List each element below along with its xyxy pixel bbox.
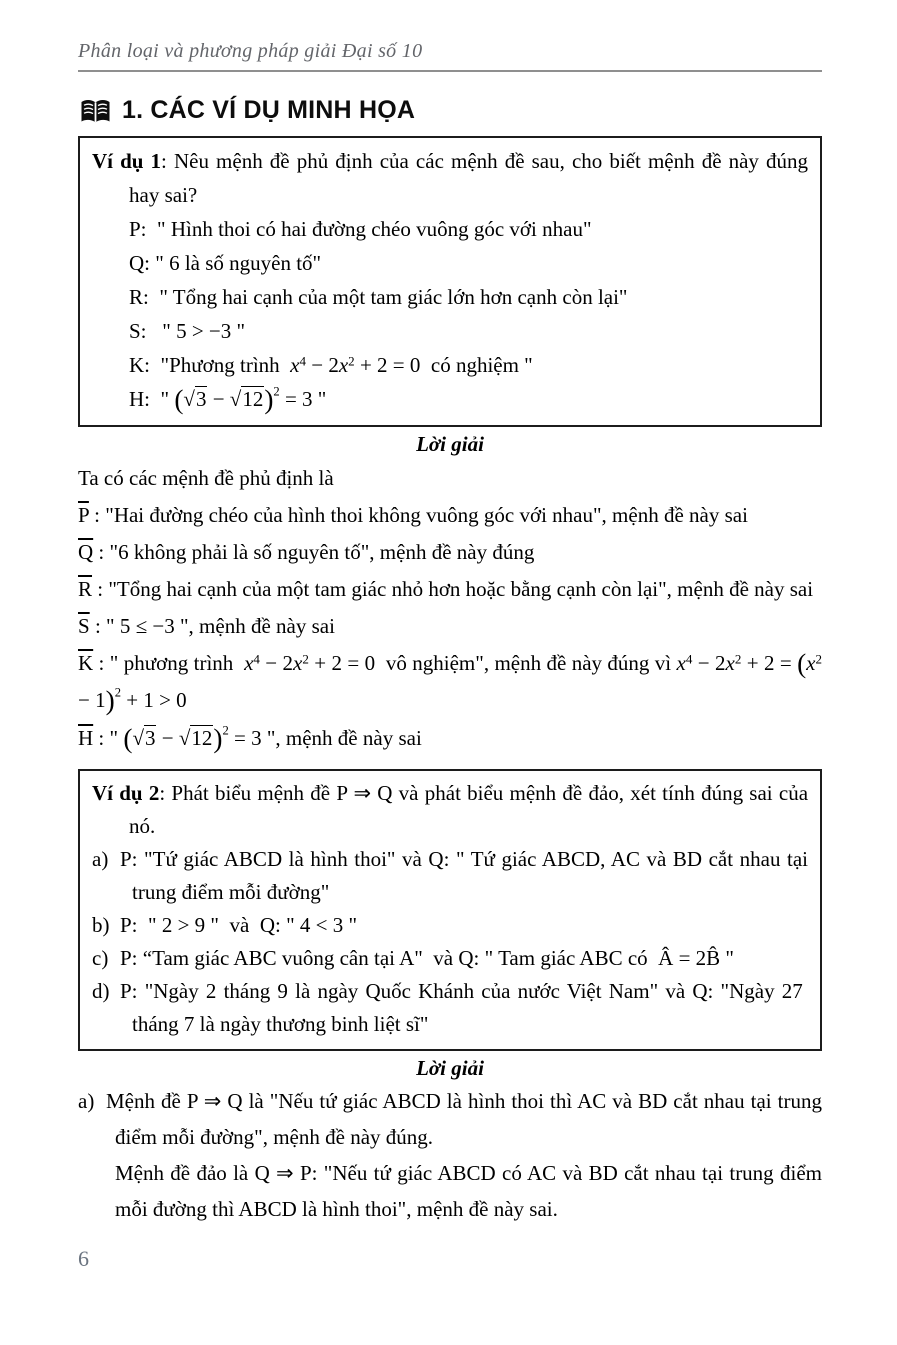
- running-header-title: Phân loại và phương pháp giải Đại số 10: [78, 40, 423, 62]
- section-heading: [80, 96, 822, 125]
- solution2-paragraph-1: [78, 1083, 822, 1155]
- solution2-body: [78, 1083, 822, 1227]
- negation-H: $\overline{H}$ : " $(√3 - √12)^2 = 3$ ", mệnh đề này sai: [78, 723, 422, 754]
- negation-S: $\overline{S}$ : " 5 ≤ −3 ", mệnh đề này sai: [78, 613, 335, 638]
- section-title: 1. CÁC VÍ DỤ MINH HỌA: [122, 96, 416, 124]
- example2-intro-text: : Phát biểu mệnh đề P ⇒ Q và phát biểu mệnh đề đảo, xét tính đúng sai của nó.: [129, 780, 809, 838]
- example2-box: [78, 769, 822, 1051]
- solution2-paragraph-2: Mệnh đề đảo là Q ⇒ P: "Nếu tứ giác ABCD có AC và BD cắt nhau tại trung điểm mỗi đường thì ABCD là hình thoi", mệnh đề này sai.: [115, 1160, 822, 1221]
- proposition-R: R: " Tổng hai cạnh của một tam giác lớn hơn cạnh còn lại": [129, 285, 628, 309]
- open-book-icon: [80, 99, 111, 125]
- item-label-a: a): [92, 846, 109, 871]
- solution2-heading: Lời giải: [416, 1055, 484, 1080]
- solution2-item-label: a): [78, 1088, 95, 1113]
- item-label-b: b): [92, 912, 110, 937]
- example1-label: Ví dụ 1: [92, 149, 162, 173]
- example2-intro: [92, 777, 808, 843]
- item-label-d: d): [92, 978, 110, 1003]
- solution2-p1-text: Mệnh đề P ⇒ Q là "Nếu tứ giác ABCD là hình thoi thì AC và BD cắt nhau tại trung điểm mỗi đường", mệnh đề này đúng.: [106, 1088, 822, 1149]
- example1-propositions: [92, 212, 808, 417]
- example2-label: Ví dụ 2: [92, 780, 160, 805]
- item-text-a: P: "Tứ giác ABCD là hình thoi" và Q: " Tứ giác ABCD, AC và BD cắt nhau tại trung điểm mỗi đường": [120, 846, 808, 904]
- proposition-H: H: " $(√3 - √12)^2 = 3$ ": [129, 384, 327, 415]
- example2-item-b: [92, 909, 808, 942]
- negation-K: $\overline{K}$ : " phương trình $x^4 - 2x^2 + 2 = 0$ vô nghiệm", mệnh đề này đúng vì $x^4 - 2x^2 + 2 = (x^2 - 1)^2 + 1 > 0$: [78, 648, 823, 717]
- example1-intro: [92, 144, 808, 212]
- item-text-d: P: "Ngày 2 tháng 9 là ngày Quốc Khánh của nước Việt Nam" và Q: "Ngày 27 tháng 7 là ngày thương binh liệt sĩ": [120, 978, 808, 1036]
- item-text-b: P: " 2 > 9 " và Q: " 4 < 3 ": [120, 912, 358, 937]
- example1-intro-text: : Nêu mệnh đề phủ định của các mệnh đề sau, cho biết mệnh đề này đúng hay sai?: [129, 149, 809, 207]
- example2-item-c: [92, 942, 808, 975]
- negation-Q: $\overline{Q}$ : "6 không phải là số nguyên tố", mệnh đề này đúng: [78, 539, 535, 564]
- example2-item-a: [92, 843, 808, 909]
- proposition-K: K: "Phương trình $x^4 - 2x^2 + 2 = 0$ có nghiệm ": [129, 353, 533, 377]
- negation-P: $\overline{P}$ : "Hai đường chéo của hình thoi không vuông góc với nhau", mệnh đề này sai: [78, 502, 748, 527]
- example1-box: [78, 136, 822, 427]
- proposition-P: P: " Hình thoi có hai đường chéo vuông góc với nhau": [129, 217, 592, 241]
- proposition-S: S: " 5 > −3 ": [129, 319, 246, 343]
- example2-item-d: [92, 975, 808, 1041]
- item-label-c: c): [92, 945, 109, 970]
- item-text-c: P: “Tam giác ABC vuông cân tại A" và Q: " Tam giác ABC có Â = 2B̂ ": [120, 945, 734, 970]
- solution1-body: [78, 460, 822, 758]
- proposition-Q: Q: " 6 là số nguyên tố": [129, 251, 322, 275]
- solution1-heading: Lời giải: [416, 431, 484, 456]
- running-header: [78, 40, 822, 72]
- negation-R: $\overline{R}$ : "Tổng hai cạnh của một tam giác nhỏ hơn hoặc bằng cạnh còn lại", mệnh đề này sai: [78, 576, 814, 601]
- solution1-lead: Ta có các mệnh đề phủ định là: [78, 465, 334, 490]
- page-number: 6: [78, 1246, 89, 1271]
